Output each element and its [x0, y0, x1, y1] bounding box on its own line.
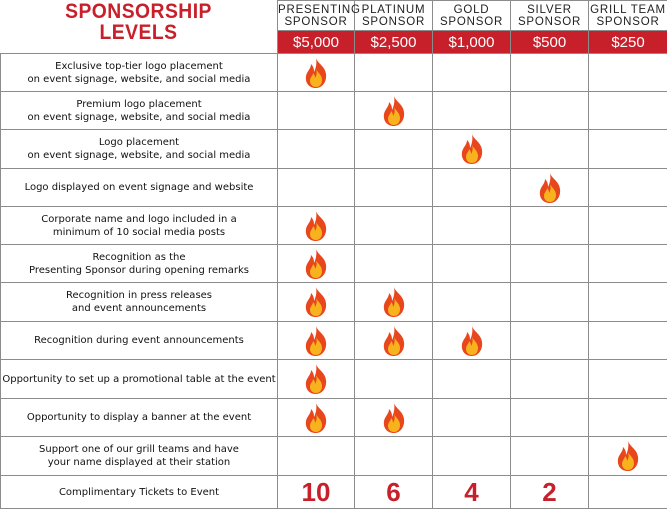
- benefit-cell-presenting: [278, 54, 355, 92]
- benefit-cell-platinum: [355, 360, 433, 399]
- ticket-count-grill-team: [589, 476, 667, 509]
- benefit-cell-presenting: [278, 322, 355, 360]
- benefit-cell-silver: [511, 322, 589, 360]
- benefit-cell-gold: [433, 245, 511, 283]
- flame-icon: [302, 210, 330, 242]
- benefit-cell-grill-team: [589, 360, 667, 399]
- benefit-cell-platinum: [355, 207, 433, 245]
- benefit-cell-silver: [511, 92, 589, 130]
- page-title: [0, 0, 277, 52]
- benefit-row: [1, 130, 667, 169]
- benefit-cell-presenting: [278, 360, 355, 399]
- benefit-cell-grill-team: [589, 92, 667, 130]
- benefit-cell-presenting: [278, 169, 355, 207]
- benefit-cell-grill-team: [589, 322, 667, 360]
- benefit-label: Recognition as the Presenting Sponsor during opening remarks: [1, 245, 278, 283]
- title-line-2: LEVELS: [99, 21, 178, 44]
- flame-icon: [458, 133, 486, 165]
- benefit-label: Recognition during event announcements: [1, 322, 278, 360]
- flame-icon: [302, 325, 330, 357]
- benefit-row: [1, 169, 667, 207]
- benefit-label: Opportunity to set up a promotional table at the event: [1, 360, 278, 399]
- benefit-label: Exclusive top-tier logo placement on event signage, website, and social media: [1, 54, 278, 92]
- benefit-cell-gold: [433, 283, 511, 322]
- benefit-cell-silver: [511, 399, 589, 437]
- benefit-row: [1, 92, 667, 130]
- benefit-cell-grill-team: [589, 245, 667, 283]
- benefit-cell-grill-team: [589, 169, 667, 207]
- title-line-1: SPONSORSHIP: [65, 0, 212, 23]
- tier-price-grill-team: $250: [589, 31, 667, 54]
- benefit-row: [1, 54, 667, 92]
- benefit-cell-silver: [511, 283, 589, 322]
- benefit-cell-platinum: [355, 283, 433, 322]
- benefit-cell-presenting: [278, 130, 355, 169]
- benefit-cell-gold: [433, 54, 511, 92]
- benefit-cell-silver: [511, 169, 589, 207]
- benefit-cell-presenting: [278, 92, 355, 130]
- benefit-cell-presenting: [278, 399, 355, 437]
- tier-name-grill-team: GRILL TEAM SPONSOR: [589, 1, 667, 31]
- benefit-cell-grill-team: [589, 399, 667, 437]
- benefit-cell-grill-team: [589, 437, 667, 476]
- flame-icon: [380, 402, 408, 434]
- benefit-label: Logo placement on event signage, website, and social media: [1, 130, 278, 169]
- flame-icon: [302, 248, 330, 280]
- benefit-cell-platinum: [355, 169, 433, 207]
- benefit-row: [1, 207, 667, 245]
- flame-icon: [302, 363, 330, 395]
- ticket-count-silver: 2: [511, 476, 589, 509]
- benefit-row: [1, 322, 667, 360]
- benefit-label: Logo displayed on event signage and website: [1, 169, 278, 207]
- benefit-cell-gold: [433, 169, 511, 207]
- benefit-cell-presenting: [278, 283, 355, 322]
- ticket-count-platinum: 6: [355, 476, 433, 509]
- tier-name-silver: SILVER SPONSOR: [511, 1, 589, 31]
- benefit-row: [1, 399, 667, 437]
- tier-price-gold: $1,000: [433, 31, 511, 54]
- benefit-cell-presenting: [278, 207, 355, 245]
- benefit-cell-gold: [433, 130, 511, 169]
- benefit-cell-gold: [433, 437, 511, 476]
- benefit-cell-platinum: [355, 54, 433, 92]
- benefit-cell-presenting: [278, 437, 355, 476]
- tier-price-platinum: $2,500: [355, 31, 433, 54]
- benefit-cell-gold: [433, 207, 511, 245]
- benefits-body: [1, 54, 667, 476]
- benefit-cell-gold: [433, 92, 511, 130]
- benefit-cell-grill-team: [589, 283, 667, 322]
- benefit-label: Corporate name and logo included in a minimum of 10 social media posts: [1, 207, 278, 245]
- benefit-cell-gold: [433, 322, 511, 360]
- benefit-cell-grill-team: [589, 207, 667, 245]
- flame-icon: [302, 286, 330, 318]
- tickets-label: Complimentary Tickets to Event: [1, 476, 278, 509]
- benefit-cell-grill-team: [589, 130, 667, 169]
- tier-name-presenting: PRESENTING SPONSOR: [278, 1, 355, 31]
- benefit-label: Premium logo placement on event signage, website, and social media: [1, 92, 278, 130]
- benefit-row: [1, 437, 667, 476]
- benefit-cell-silver: [511, 54, 589, 92]
- ticket-count-presenting: 10: [278, 476, 355, 509]
- benefit-cell-silver: [511, 130, 589, 169]
- benefit-cell-grill-team: [589, 54, 667, 92]
- tickets-row: [1, 476, 667, 509]
- tier-name-gold: GOLD SPONSOR: [433, 1, 511, 31]
- benefit-cell-gold: [433, 360, 511, 399]
- flame-icon: [614, 440, 642, 472]
- benefit-cell-platinum: [355, 245, 433, 283]
- flame-icon: [380, 286, 408, 318]
- benefit-cell-platinum: [355, 322, 433, 360]
- benefit-cell-silver: [511, 207, 589, 245]
- tier-price-silver: $500: [511, 31, 589, 54]
- flame-icon: [302, 402, 330, 434]
- benefit-row: [1, 245, 667, 283]
- benefit-cell-platinum: [355, 130, 433, 169]
- flame-icon: [536, 172, 564, 204]
- benefit-cell-presenting: [278, 245, 355, 283]
- benefit-label: Opportunity to display a banner at the event: [1, 399, 278, 437]
- benefit-label: Recognition in press releases and event announcements: [1, 283, 278, 322]
- ticket-count-gold: 4: [433, 476, 511, 509]
- benefit-cell-gold: [433, 399, 511, 437]
- benefit-label: Support one of our grill teams and have your name displayed at their station: [1, 437, 278, 476]
- benefit-cell-platinum: [355, 437, 433, 476]
- flame-icon: [302, 57, 330, 89]
- tier-price-presenting: $5,000: [278, 31, 355, 54]
- flame-icon: [380, 95, 408, 127]
- benefit-row: [1, 360, 667, 399]
- benefit-cell-platinum: [355, 92, 433, 130]
- benefit-row: [1, 283, 667, 322]
- flame-icon: [458, 325, 486, 357]
- benefit-cell-platinum: [355, 399, 433, 437]
- benefit-cell-silver: [511, 437, 589, 476]
- flame-icon: [380, 325, 408, 357]
- benefit-cell-silver: [511, 360, 589, 399]
- benefit-cell-silver: [511, 245, 589, 283]
- tier-name-platinum: PLATINUM SPONSOR: [355, 1, 433, 31]
